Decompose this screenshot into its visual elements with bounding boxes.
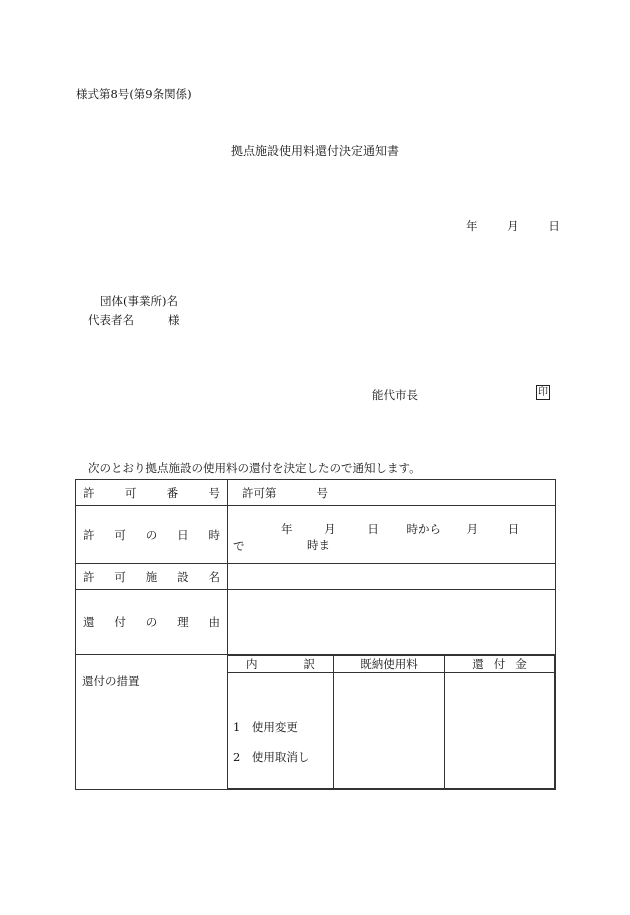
- permit-datetime-label: 許 可 の 日 時: [76, 506, 228, 564]
- refund-measure-label: 還付の措置: [76, 655, 228, 790]
- permit-number-label: 許 可 番 号: [76, 480, 228, 506]
- option-use-change: 1 使用変更: [233, 719, 298, 734]
- date-month: 月: [507, 219, 519, 233]
- refund-amount-header: 還 付 金: [445, 656, 555, 673]
- refund-measure-detail: [228, 655, 556, 790]
- refund-reason-label: 還 付 の 理 由: [76, 590, 228, 655]
- option-use-cancel: 2 使用取消し: [233, 749, 310, 764]
- document-title: 拠点施設使用料還付決定通知書: [230, 144, 399, 158]
- date-day: 日: [548, 219, 560, 233]
- paid-fee-value: [334, 673, 445, 789]
- honorific: 様: [168, 313, 180, 327]
- permit-number-value: 許可第 号: [228, 480, 556, 506]
- breakdown-options: [228, 673, 334, 789]
- form-number: 様式第8号(第9条関係): [76, 87, 192, 101]
- date-line: [466, 218, 560, 234]
- refund-reason-value: [228, 590, 556, 655]
- seal-mark: 印: [538, 387, 548, 398]
- refund-amount-value: [445, 673, 555, 789]
- breakdown-header: 内 訳: [228, 656, 334, 673]
- facility-name-value: [228, 564, 556, 590]
- lead-text: 次のとおり拠点施設の使用料の還付を決定したので通知します。: [88, 461, 421, 475]
- representative-line: [88, 312, 180, 328]
- date-year: 年: [466, 219, 478, 233]
- representative-label: 代表者名: [88, 313, 134, 327]
- paid-fee-header: 既納使用料: [334, 656, 445, 673]
- organization-name-label: 団体(事業所)名: [100, 294, 178, 308]
- permit-datetime-value: 年 月 日 時から 月 日 時ま で: [228, 506, 556, 564]
- notice-table: [75, 479, 556, 790]
- issuer-name: 能代市長: [372, 388, 418, 402]
- facility-name-label: 許 可 施 設 名: [76, 564, 228, 590]
